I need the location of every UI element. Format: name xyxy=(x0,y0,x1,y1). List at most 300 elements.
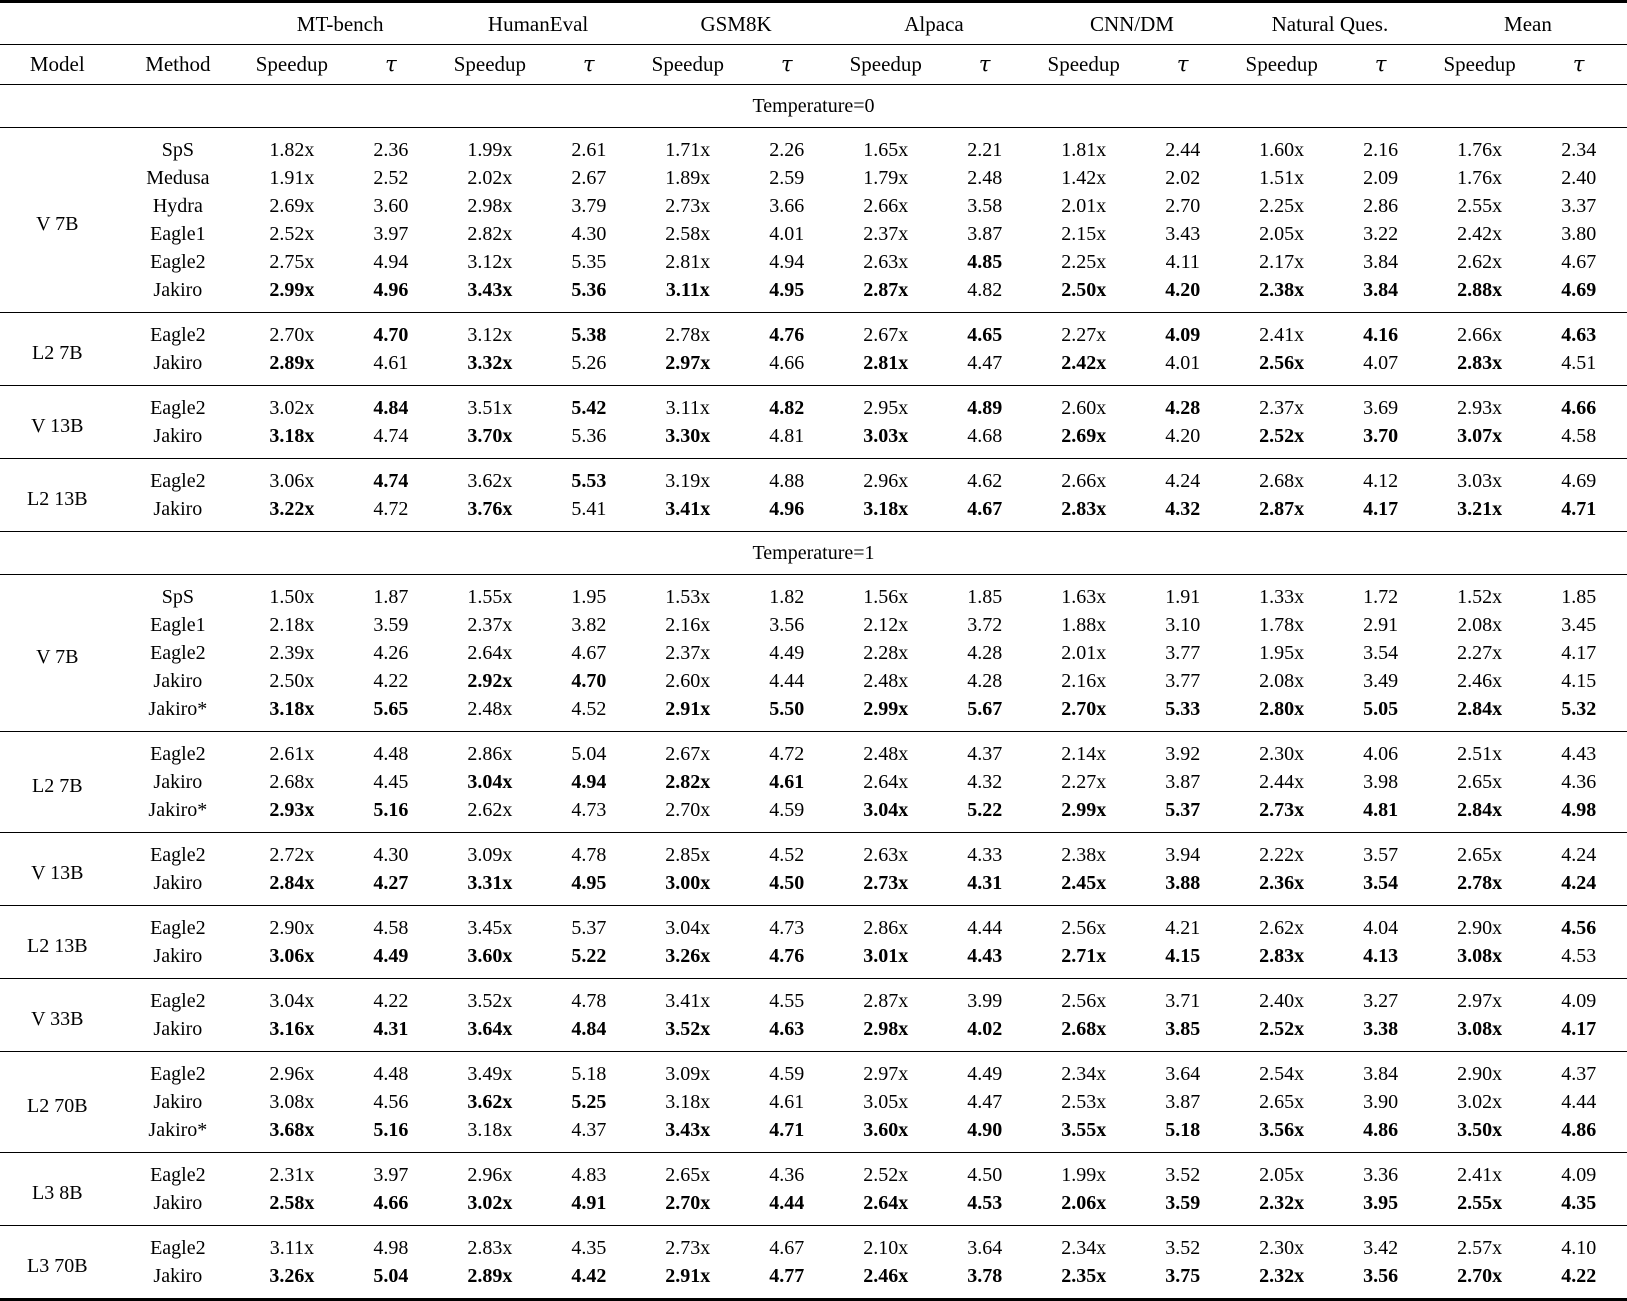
table-row xyxy=(0,611,1627,639)
speedup-value: 2.57x xyxy=(1429,1226,1530,1263)
tau-value: 4.58 xyxy=(343,906,439,943)
speedup-value: 2.32x xyxy=(1259,1265,1305,1287)
tau-value: 5.42 xyxy=(541,386,637,423)
tau-value: 4.81 xyxy=(769,425,805,447)
speedup-value: 2.84x xyxy=(269,872,315,894)
speedup-value: 2.16x xyxy=(665,614,711,636)
speedup-value: 2.42x xyxy=(1457,223,1503,245)
method-label: Eagle2 xyxy=(115,732,242,769)
speedup-value: 2.65x xyxy=(1429,833,1530,870)
method-label: Eagle2 xyxy=(150,642,206,664)
tau-value: 5.38 xyxy=(541,313,637,350)
tau-value: 4.53 xyxy=(967,1192,1003,1214)
speedup-value: 1.56x xyxy=(835,575,936,612)
speedup-value: 2.48x xyxy=(835,732,936,769)
tau-value: 3.27 xyxy=(1332,979,1428,1016)
tau-value: 4.68 xyxy=(967,425,1003,447)
tau-value: 5.18 xyxy=(541,1052,637,1089)
speedup-value: 2.05x xyxy=(1259,223,1305,245)
tau-value: 4.71 xyxy=(769,1119,805,1141)
tau-value: 4.22 xyxy=(373,670,409,692)
speedup-value: 3.76x xyxy=(467,498,513,520)
model-label: L2 13B xyxy=(0,459,115,532)
speedup-value: 2.16x xyxy=(1061,670,1107,692)
speedup-value: 2.73x xyxy=(1259,799,1305,821)
speedup-value: 2.27x xyxy=(1061,771,1107,793)
speedup-value: 2.37x xyxy=(863,223,909,245)
speedup-value: 1.89x xyxy=(665,167,711,189)
tau-value: 4.47 xyxy=(967,1091,1003,1113)
tau-value: 4.31 xyxy=(967,872,1003,894)
tau-value: 3.97 xyxy=(373,223,409,245)
tau-value: 4.67 xyxy=(967,498,1003,520)
speedup-value: 1.55x xyxy=(439,575,540,612)
benchmark-group-header: CNN/DM xyxy=(1033,2,1231,45)
speedup-value: 2.55x xyxy=(1457,1192,1503,1214)
tau-value: 2.36 xyxy=(343,128,439,165)
speedup-value: 2.31x xyxy=(241,1153,342,1190)
benchmark-group-row xyxy=(0,2,1627,45)
speedup-value: 2.14x xyxy=(1033,732,1134,769)
speedup-value: 3.04x xyxy=(467,771,513,793)
tau-symbol: τ xyxy=(385,52,397,76)
tau-value: 3.97 xyxy=(343,1153,439,1190)
tau-value: 3.64 xyxy=(937,1226,1033,1263)
tau-value: 3.87 xyxy=(1165,771,1201,793)
tau-value: 1.87 xyxy=(343,575,439,612)
tau-value: 3.52 xyxy=(1134,1153,1230,1190)
speedup-value: 2.73x xyxy=(665,195,711,217)
tau-value: 4.70 xyxy=(343,313,439,350)
model-column-header: Model xyxy=(0,45,115,85)
speedup-value: 2.63x xyxy=(835,833,936,870)
tau-value: 2.48 xyxy=(967,167,1003,189)
tau-column-header xyxy=(1332,45,1428,85)
table-row xyxy=(0,1262,1627,1300)
speedup-value: 2.70x xyxy=(665,1192,711,1214)
tau-value: 1.95 xyxy=(541,575,637,612)
speedup-value: 2.86x xyxy=(835,906,936,943)
tau-value: 4.66 xyxy=(769,352,805,374)
tau-value: 4.42 xyxy=(571,1265,607,1287)
speedup-value: 2.90x xyxy=(1429,1052,1530,1089)
speedup-value: 2.78x xyxy=(1457,872,1503,894)
method-label: SpS xyxy=(115,575,242,612)
tau-value: 4.37 xyxy=(1530,1052,1627,1089)
speedup-value: 1.76x xyxy=(1429,128,1530,165)
tau-value: 4.09 xyxy=(1530,1153,1627,1190)
speedup-value: 2.37x xyxy=(665,642,711,664)
speedup-value: 3.26x xyxy=(665,945,711,967)
speedup-value: 2.34x xyxy=(1033,1226,1134,1263)
speedup-value: 3.70x xyxy=(467,425,513,447)
method-label: Jakiro xyxy=(153,1192,203,1214)
method-label: Jakiro* xyxy=(148,1119,208,1141)
speedup-value: 2.98x xyxy=(467,195,513,217)
tau-column-header xyxy=(343,45,439,85)
method-label: Eagle2 xyxy=(150,251,206,273)
speedup-value: 1.81x xyxy=(1033,128,1134,165)
speedup-value: 2.84x xyxy=(1457,698,1503,720)
tau-value: 4.33 xyxy=(937,833,1033,870)
tau-value: 2.61 xyxy=(541,128,637,165)
tau-value: 3.92 xyxy=(1134,732,1230,769)
tau-value: 4.52 xyxy=(571,698,607,720)
table-row xyxy=(0,495,1627,532)
tau-value: 5.37 xyxy=(541,906,637,943)
tau-value: 5.16 xyxy=(373,1119,409,1141)
tau-value: 4.85 xyxy=(967,251,1003,273)
speedup-value: 3.50x xyxy=(1457,1119,1503,1141)
speedup-value: 2.67x xyxy=(637,732,738,769)
tau-value: 5.41 xyxy=(571,498,607,520)
speedup-value: 2.85x xyxy=(637,833,738,870)
tau-value: 4.22 xyxy=(343,979,439,1016)
tau-value: 5.32 xyxy=(1561,698,1597,720)
tau-value: 4.58 xyxy=(1561,425,1597,447)
speedup-value: 3.03x xyxy=(863,425,909,447)
tau-value: 3.57 xyxy=(1332,833,1428,870)
method-label: SpS xyxy=(115,128,242,165)
tau-value: 4.63 xyxy=(769,1018,805,1040)
speedup-value: 2.65x xyxy=(1259,1091,1305,1113)
method-label: Eagle1 xyxy=(150,614,206,636)
tau-value: 4.86 xyxy=(1561,1119,1597,1141)
tau-value: 2.70 xyxy=(1165,195,1201,217)
speedup-value: 1.99x xyxy=(439,128,540,165)
speedup-value: 3.04x xyxy=(637,906,738,943)
speedup-value: 2.56x xyxy=(1033,979,1134,1016)
speedup-value: 2.56x xyxy=(1259,352,1305,374)
speedup-value: 2.87x xyxy=(863,279,909,301)
speedup-value: 2.96x xyxy=(241,1052,342,1089)
tau-value: 3.77 xyxy=(1165,670,1201,692)
speedup-value: 3.55x xyxy=(1061,1119,1107,1141)
tau-value: 3.87 xyxy=(967,223,1003,245)
speedup-column-header: Speedup xyxy=(637,45,738,85)
tau-value: 2.16 xyxy=(1332,128,1428,165)
speedup-value: 2.41x xyxy=(1231,313,1332,350)
speedup-value: 3.18x xyxy=(269,425,315,447)
tau-value: 5.04 xyxy=(541,732,637,769)
tau-value: 3.79 xyxy=(571,195,607,217)
tau-value: 4.76 xyxy=(739,313,835,350)
tau-column-header xyxy=(739,45,835,85)
tau-value: 2.91 xyxy=(1363,614,1399,636)
tau-value: 3.78 xyxy=(967,1265,1003,1287)
tau-value: 4.56 xyxy=(1530,906,1627,943)
speedup-value: 2.38x xyxy=(1033,833,1134,870)
tau-value: 4.35 xyxy=(1561,1192,1597,1214)
speedup-value: 2.22x xyxy=(1231,833,1332,870)
tau-value: 5.33 xyxy=(1165,698,1201,720)
table-row xyxy=(0,768,1627,796)
table-row xyxy=(0,833,1627,870)
speedup-value: 2.99x xyxy=(863,698,909,720)
speedup-value: 2.90x xyxy=(1429,906,1530,943)
speedup-value: 2.58x xyxy=(269,1192,315,1214)
tau-value: 4.24 xyxy=(1530,833,1627,870)
speedup-value: 3.52x xyxy=(439,979,540,1016)
speedup-value: 3.18x xyxy=(863,498,909,520)
speedup-value: 3.18x xyxy=(269,698,315,720)
tau-value: 5.04 xyxy=(373,1265,409,1287)
table-row xyxy=(0,220,1627,248)
speedup-value: 2.39x xyxy=(269,642,315,664)
tau-value: 5.16 xyxy=(373,799,409,821)
tau-value: 4.13 xyxy=(1363,945,1399,967)
speedup-value: 2.68x xyxy=(1061,1018,1107,1040)
method-label: Medusa xyxy=(146,167,210,189)
table-header xyxy=(0,2,1627,85)
tau-value: 4.72 xyxy=(739,732,835,769)
tau-value: 4.77 xyxy=(769,1265,805,1287)
tau-value: 3.38 xyxy=(1363,1018,1399,1040)
speedup-value: 2.93x xyxy=(1429,386,1530,423)
model-label: V 13B xyxy=(0,833,115,906)
tau-value: 4.17 xyxy=(1561,642,1597,664)
tau-value: 4.20 xyxy=(1165,425,1201,447)
speedup-value: 2.30x xyxy=(1231,732,1332,769)
speedup-value: 1.65x xyxy=(835,128,936,165)
speedup-value: 3.09x xyxy=(439,833,540,870)
method-label: Eagle1 xyxy=(150,223,206,245)
speedup-value: 2.17x xyxy=(1259,251,1305,273)
tau-value: 3.69 xyxy=(1332,386,1428,423)
table-row xyxy=(0,869,1627,906)
table-row xyxy=(0,313,1627,350)
tau-value: 1.72 xyxy=(1332,575,1428,612)
tau-column-header xyxy=(1134,45,1230,85)
tau-value: 4.83 xyxy=(541,1153,637,1190)
speedup-value: 2.38x xyxy=(1259,279,1305,301)
table-row xyxy=(0,1226,1627,1263)
tau-value: 4.49 xyxy=(937,1052,1033,1089)
tau-value: 3.60 xyxy=(373,195,409,217)
method-column-header: Method xyxy=(115,45,242,85)
tau-value: 4.66 xyxy=(373,1192,409,1214)
speedup-value: 3.07x xyxy=(1457,425,1503,447)
tau-value: 4.71 xyxy=(1561,498,1597,520)
speedup-value: 1.50x xyxy=(241,575,342,612)
tau-value: 4.22 xyxy=(1561,1265,1597,1287)
tau-value: 4.45 xyxy=(373,771,409,793)
tau-value: 4.32 xyxy=(1165,498,1201,520)
method-label: Jakiro* xyxy=(148,698,208,720)
speedup-value: 2.34x xyxy=(1033,1052,1134,1089)
tau-value: 4.91 xyxy=(571,1192,607,1214)
tau-value: 3.10 xyxy=(1165,614,1201,636)
speedup-value: 2.58x xyxy=(665,223,711,245)
tau-value: 4.02 xyxy=(967,1018,1003,1040)
tau-value: 4.53 xyxy=(1561,945,1597,967)
speedup-value: 1.53x xyxy=(637,575,738,612)
table-row xyxy=(0,979,1627,1016)
tau-value: 3.59 xyxy=(373,614,409,636)
speedup-value: 2.80x xyxy=(1259,698,1305,720)
tau-value: 4.44 xyxy=(769,1192,805,1214)
speedup-value: 2.56x xyxy=(1033,906,1134,943)
speedup-value: 1.99x xyxy=(1033,1153,1134,1190)
tau-value: 4.78 xyxy=(541,979,637,1016)
model-label: V 7B xyxy=(0,128,115,313)
speedup-value: 2.37x xyxy=(1231,386,1332,423)
tau-value: 4.09 xyxy=(1134,313,1230,350)
tau-column-header xyxy=(1530,45,1627,85)
benchmark-group-header: MT-bench xyxy=(241,2,439,45)
tau-value: 4.70 xyxy=(571,670,607,692)
tau-value: 3.95 xyxy=(1363,1192,1399,1214)
tau-value: 4.94 xyxy=(769,251,805,273)
tau-value: 4.62 xyxy=(937,459,1033,496)
tau-value: 4.27 xyxy=(373,872,409,894)
speedup-value: 2.95x xyxy=(835,386,936,423)
tau-value: 3.87 xyxy=(1165,1091,1201,1113)
speedup-value: 2.06x xyxy=(1061,1192,1107,1214)
speedup-value: 3.64x xyxy=(467,1018,513,1040)
speedup-value: 3.02x xyxy=(467,1192,513,1214)
speedup-value: 2.27x xyxy=(1033,313,1134,350)
tau-value: 1.82 xyxy=(739,575,835,612)
benchmark-group-header: Natural Ques. xyxy=(1231,2,1429,45)
method-label: Jakiro xyxy=(153,1265,203,1287)
method-label: Jakiro xyxy=(153,352,203,374)
model-label: V 13B xyxy=(0,386,115,459)
speedup-value: 2.42x xyxy=(1061,352,1107,374)
speedup-value: 3.11x xyxy=(665,279,710,301)
tau-value: 4.94 xyxy=(571,771,607,793)
speedup-value: 2.12x xyxy=(863,614,909,636)
tau-value: 4.30 xyxy=(343,833,439,870)
speedup-value: 3.08x xyxy=(269,1091,315,1113)
speedup-value: 3.30x xyxy=(665,425,711,447)
tau-value: 4.56 xyxy=(373,1091,409,1113)
method-label: Jakiro xyxy=(153,498,203,520)
speedup-column-header: Speedup xyxy=(1033,45,1134,85)
speedup-value: 2.84x xyxy=(1457,799,1503,821)
tau-value: 5.37 xyxy=(1165,799,1201,821)
tau-value: 4.84 xyxy=(571,1018,607,1040)
tau-value: 4.01 xyxy=(769,223,805,245)
speedup-value: 2.97x xyxy=(1429,979,1530,1016)
speedup-value: 2.48x xyxy=(863,670,909,692)
speedup-value: 2.50x xyxy=(1061,279,1107,301)
speedup-value: 2.73x xyxy=(637,1226,738,1263)
speedup-value: 2.62x xyxy=(1457,251,1503,273)
speedup-value: 3.62x xyxy=(467,1091,513,1113)
tau-value: 4.21 xyxy=(1134,906,1230,943)
tau-value: 4.94 xyxy=(373,251,409,273)
tau-value: 3.43 xyxy=(1165,223,1201,245)
tau-symbol: τ xyxy=(780,52,793,76)
tau-value: 2.34 xyxy=(1530,128,1627,165)
tau-value: 4.49 xyxy=(769,642,805,664)
tau-value: 4.82 xyxy=(739,386,835,423)
method-label: Jakiro xyxy=(153,425,203,447)
speedup-value: 3.08x xyxy=(1457,1018,1503,1040)
speedup-value: 2.88x xyxy=(1457,279,1503,301)
speedup-value: 3.19x xyxy=(637,459,738,496)
speedup-value: 2.97x xyxy=(835,1052,936,1089)
section-title: Temperature=1 xyxy=(0,532,1627,575)
speedup-value: 3.04x xyxy=(863,799,909,821)
tau-value: 4.72 xyxy=(373,498,409,520)
tau-value: 3.71 xyxy=(1134,979,1230,1016)
tau-value: 4.43 xyxy=(967,945,1003,967)
speedup-value: 3.43x xyxy=(665,1119,711,1141)
speedup-value: 2.68x xyxy=(269,771,315,793)
table-row xyxy=(0,276,1627,313)
speedup-value: 2.90x xyxy=(241,906,342,943)
tau-value: 3.22 xyxy=(1363,223,1399,245)
tau-value: 3.88 xyxy=(1165,872,1201,894)
speedup-value: 1.91x xyxy=(269,167,315,189)
speedup-value: 3.02x xyxy=(1457,1091,1503,1113)
speedup-value: 3.03x xyxy=(1429,459,1530,496)
speedup-value: 2.69x xyxy=(1061,425,1107,447)
tau-value: 3.90 xyxy=(1363,1091,1399,1113)
model-label: V 7B xyxy=(0,575,115,732)
tau-value: 4.98 xyxy=(343,1226,439,1263)
speedup-value: 2.25x xyxy=(1259,195,1305,217)
tau-value: 3.70 xyxy=(1363,425,1399,447)
tau-value: 4.28 xyxy=(1134,386,1230,423)
speedup-value: 2.78x xyxy=(637,313,738,350)
speedup-value: 3.21x xyxy=(1457,498,1503,520)
tau-value: 4.16 xyxy=(1332,313,1428,350)
speedup-value: 1.76x xyxy=(1457,167,1503,189)
speedup-value: 2.48x xyxy=(467,698,513,720)
speedup-value: 2.30x xyxy=(1231,1226,1332,1263)
speedup-value: 3.31x xyxy=(467,872,513,894)
tau-value: 4.82 xyxy=(967,279,1003,301)
speedup-value: 3.08x xyxy=(1457,945,1503,967)
tau-value: 2.59 xyxy=(769,167,805,189)
speedup-value: 2.52x xyxy=(1259,1018,1305,1040)
speedup-column-header: Speedup xyxy=(1231,45,1332,85)
model-label: L2 7B xyxy=(0,732,115,833)
tau-value: 4.48 xyxy=(343,1052,439,1089)
speedup-value: 3.00x xyxy=(665,872,711,894)
speedup-value: 3.11x xyxy=(241,1226,342,1263)
tau-value: 4.96 xyxy=(373,279,409,301)
speedup-value: 1.82x xyxy=(241,128,342,165)
model-label: L3 8B xyxy=(0,1153,115,1226)
tau-value: 4.98 xyxy=(1561,799,1597,821)
column-subheader-row xyxy=(0,45,1627,85)
speedup-value: 2.83x xyxy=(439,1226,540,1263)
speedup-value: 3.51x xyxy=(439,386,540,423)
table-row xyxy=(0,192,1627,220)
speedup-value: 2.99x xyxy=(1061,799,1107,821)
tau-value: 4.44 xyxy=(1561,1091,1597,1113)
tau-value: 5.53 xyxy=(541,459,637,496)
tau-value: 3.54 xyxy=(1363,642,1399,664)
tau-value: 4.49 xyxy=(373,945,409,967)
speedup-column-header: Speedup xyxy=(835,45,936,85)
tau-value: 4.15 xyxy=(1165,945,1201,967)
method-label: Jakiro xyxy=(153,279,203,301)
speedup-value: 3.60x xyxy=(863,1119,909,1141)
tau-column-header xyxy=(937,45,1033,85)
tau-value: 2.44 xyxy=(1134,128,1230,165)
speedup-value: 3.68x xyxy=(269,1119,315,1141)
tau-value: 4.28 xyxy=(967,642,1003,664)
method-label: Eagle2 xyxy=(115,1052,242,1089)
speedup-value: 2.36x xyxy=(1259,872,1305,894)
speedup-column-header: Speedup xyxy=(1429,45,1530,85)
tau-value: 4.10 xyxy=(1530,1226,1627,1263)
